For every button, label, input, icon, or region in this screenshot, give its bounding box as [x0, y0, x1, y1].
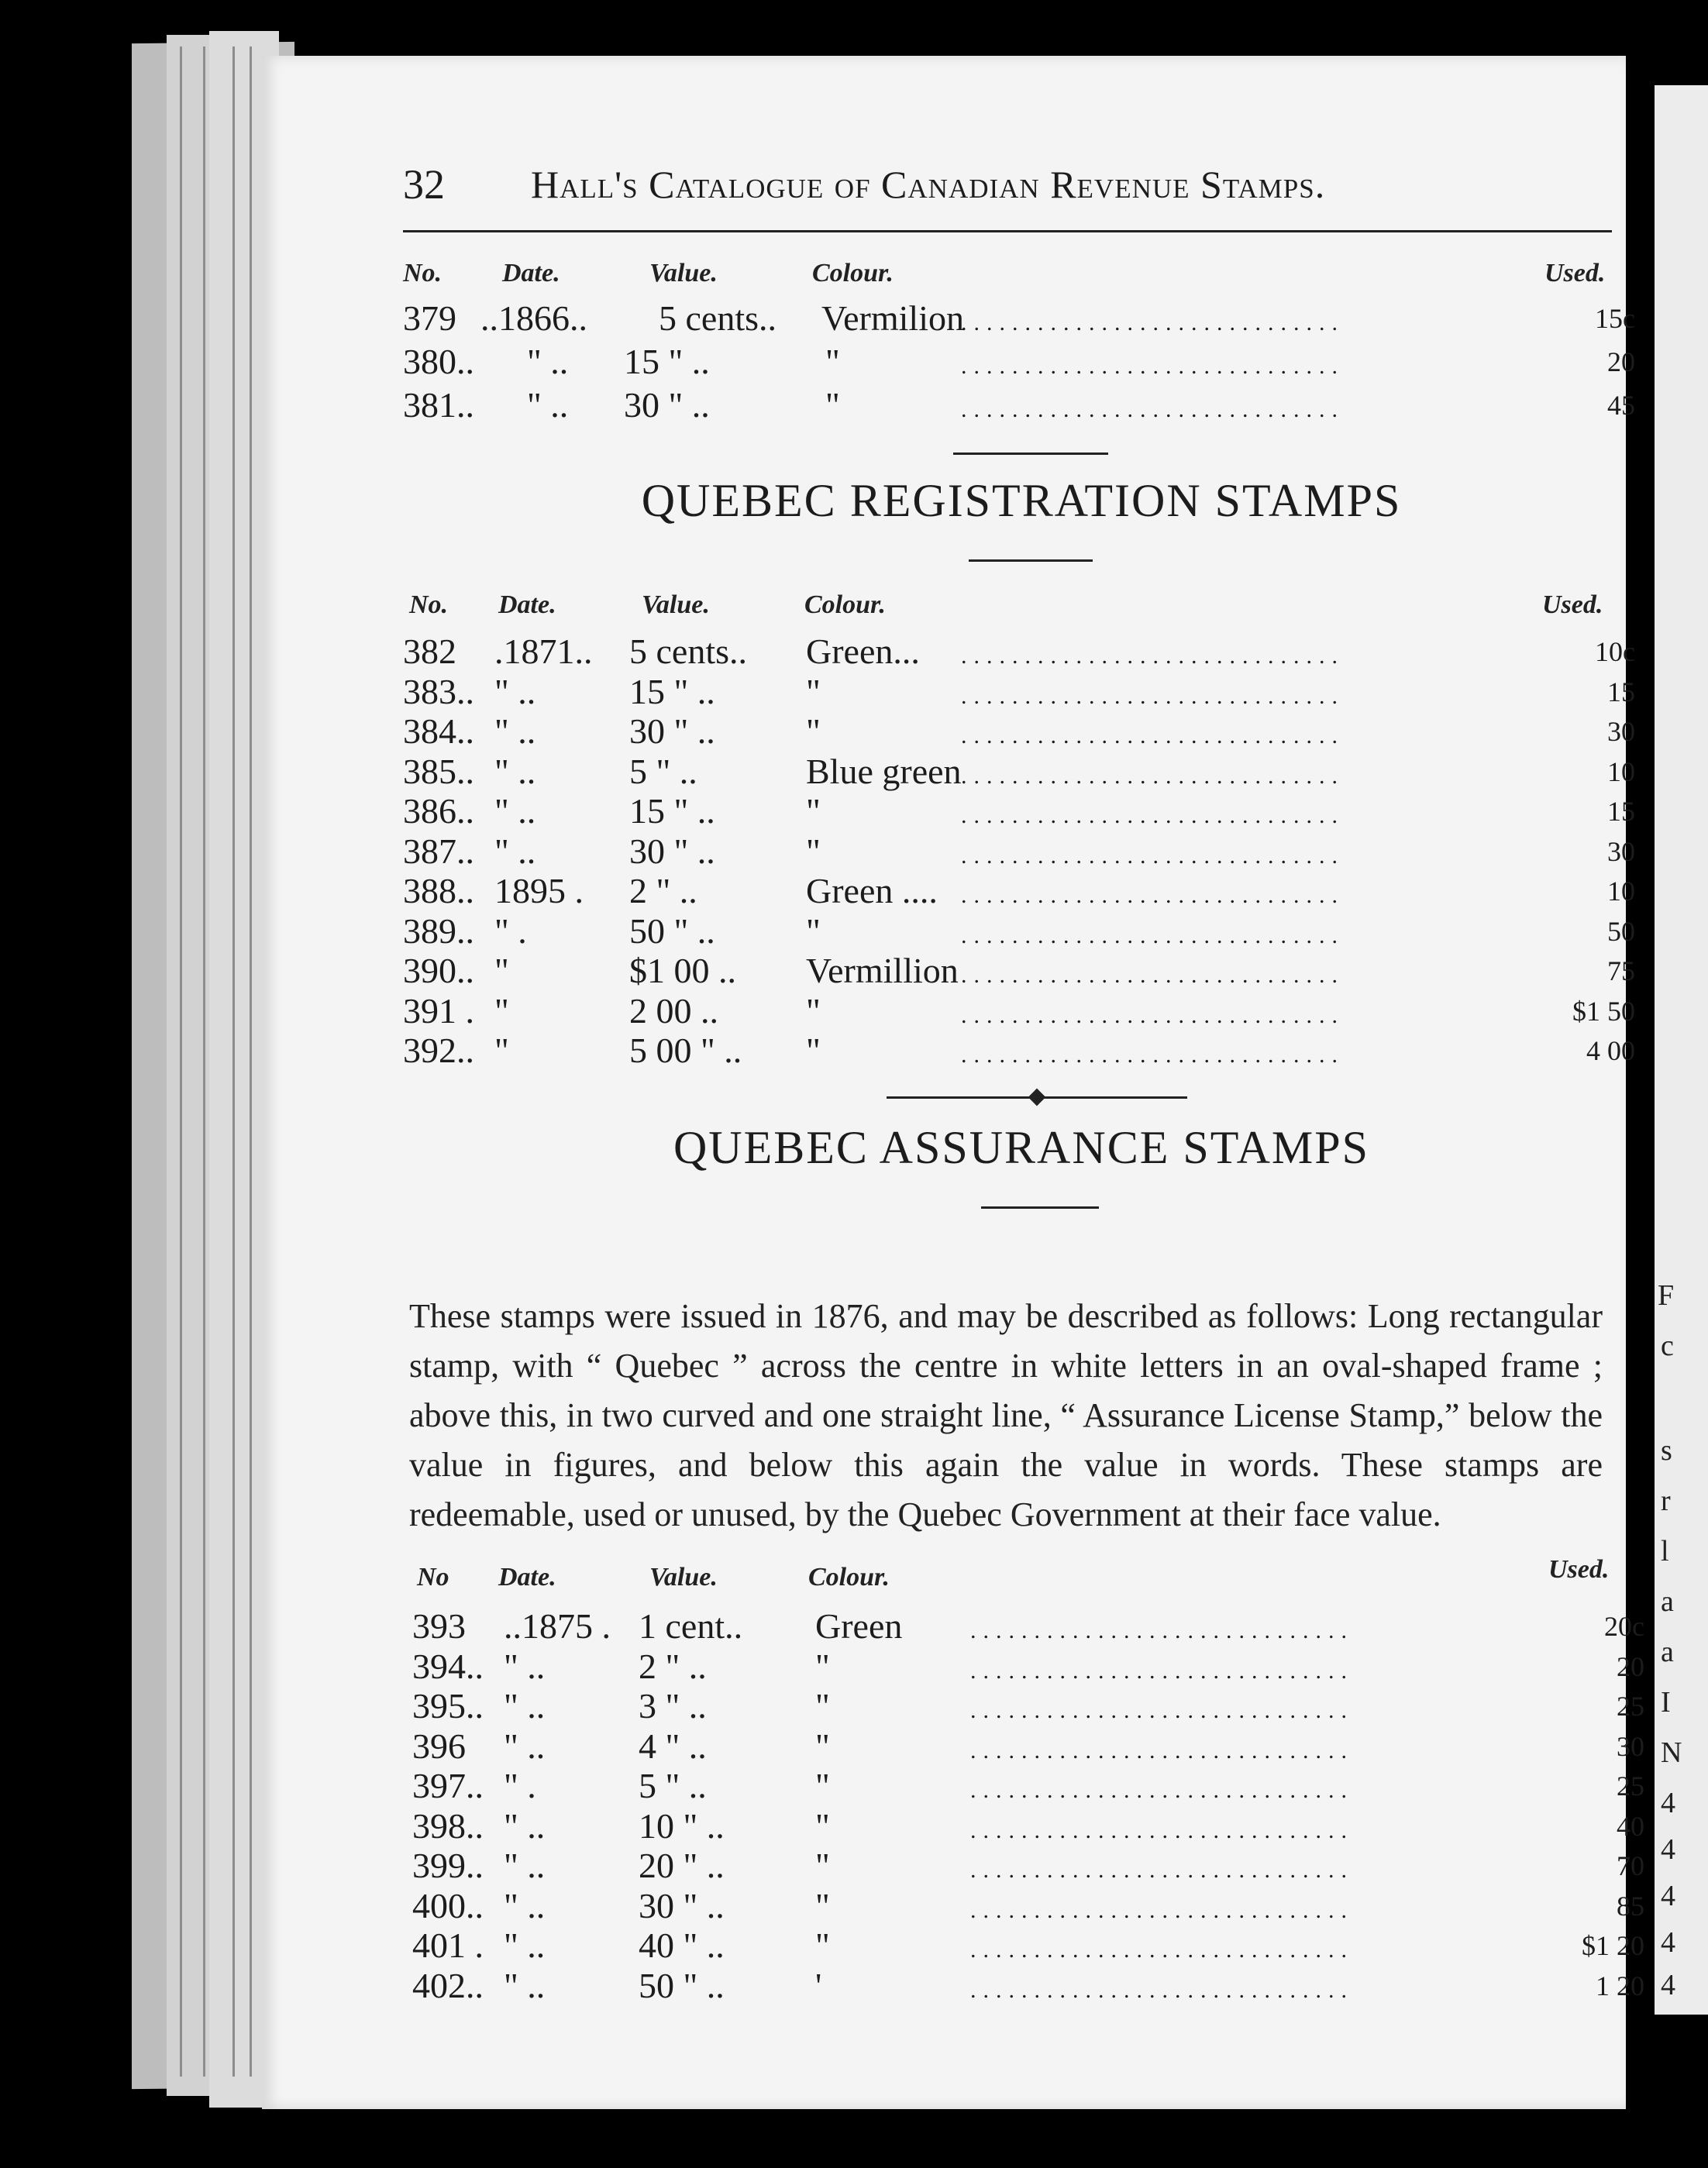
stamp-used-price: 15c — [1595, 303, 1635, 334]
table-row — [412, 1965, 1644, 2008]
stamp-used-price: 50 — [1607, 915, 1635, 947]
stamp-date: .1871.. — [494, 631, 593, 671]
stamp-date: ..1875 . — [504, 1606, 611, 1646]
stamp-value: 1 cent.. — [639, 1606, 743, 1646]
stamp-date: " — [494, 990, 509, 1031]
stamp-value: 10 " .. — [639, 1805, 725, 1846]
stamp-number: 379 — [403, 298, 456, 338]
leader-dots: .............................. — [970, 1817, 1354, 1843]
leader-dots: .............................. — [970, 1657, 1354, 1684]
column-header-used: Used. — [1544, 259, 1606, 287]
stamp-colour: Green .... — [806, 871, 938, 910]
adjacent-page-fragment: F — [1658, 1279, 1675, 1312]
leader-dots: .............................. — [970, 1937, 1354, 1963]
ornament-diamond-icon — [1028, 1089, 1046, 1106]
stamp-used-price: 75 — [1607, 955, 1635, 986]
stamp-colour: Green — [815, 1606, 903, 1646]
column-header-used: Used. — [1548, 1555, 1610, 1584]
leader-dots: .............................. — [970, 1857, 1354, 1883]
stamp-used-price: 15 — [1607, 676, 1635, 707]
column-header-value: Value. — [649, 259, 718, 287]
page-number: 32 — [403, 161, 445, 208]
stamp-number: 382 — [403, 631, 456, 671]
leader-dots: .............................. — [961, 922, 1345, 948]
stamp-used-price: 4 00 — [1586, 1035, 1635, 1066]
stamp-value: 5 " .. — [639, 1766, 707, 1805]
stamp-number: 399.. — [412, 1846, 484, 1885]
stamp-used-price: 30 — [1607, 716, 1635, 747]
leader-dots: .............................. — [961, 803, 1345, 828]
stamp-date: " — [494, 951, 509, 990]
leader-dots: .............................. — [970, 1737, 1354, 1764]
adjacent-page-fragment: N — [1661, 1736, 1682, 1769]
table-row — [412, 1646, 1644, 1689]
stamp-date: " .. — [494, 831, 536, 871]
stamp-colour: Green... — [806, 631, 920, 671]
running-head — [403, 160, 1612, 232]
stamp-value: 15 " .. — [629, 791, 715, 831]
stamp-value: 40 " .. — [639, 1925, 725, 1965]
column-header-date: Date. — [498, 1563, 556, 1592]
leader-dots: .............................. — [961, 643, 1345, 669]
table-row — [403, 298, 1635, 341]
stamp-used-price: 10c — [1595, 636, 1635, 667]
leader-dots: .............................. — [961, 762, 1345, 789]
adjacent-page-fragment: 4 — [1661, 1787, 1675, 1819]
stamp-value: 30 " .. — [624, 385, 710, 425]
stamp-number: 388.. — [403, 871, 474, 910]
section-title-assurance: QUEBEC ASSURANCE STAMPS — [673, 1122, 1370, 1173]
stamp-colour: " — [806, 791, 821, 831]
stamp-colour: " — [806, 1031, 821, 1070]
table-row — [403, 671, 1635, 714]
stamp-used-price: 85 — [1617, 1890, 1644, 1922]
leader-dots: .............................. — [961, 842, 1345, 869]
leader-dots: .............................. — [970, 1698, 1354, 1723]
table-row — [412, 1765, 1644, 1808]
leader-dots: .............................. — [961, 1002, 1345, 1028]
stamp-number: 395.. — [412, 1686, 484, 1726]
stamp-number: 390.. — [403, 951, 474, 990]
table-row — [412, 1925, 1644, 1968]
page-edge-line — [203, 46, 205, 2077]
table-row — [403, 910, 1635, 954]
table-row — [403, 950, 1635, 993]
leader-dots: .............................. — [961, 353, 1345, 379]
adjacent-page-fragment: 4 — [1661, 1926, 1675, 1959]
leader-dots: .............................. — [961, 310, 1345, 336]
leader-dots: .............................. — [961, 883, 1345, 908]
leader-dots: .............................. — [961, 723, 1345, 748]
stamp-value: 30 " .. — [629, 831, 715, 871]
stamp-colour: " — [806, 711, 821, 751]
stamp-date: " . — [494, 910, 527, 951]
stamp-number: 402.. — [412, 1965, 484, 2005]
table-row — [412, 1845, 1644, 1888]
page-edge-line — [250, 46, 252, 2077]
table-row — [403, 870, 1635, 914]
adjacent-page-fragment: 4 — [1661, 1969, 1675, 2001]
leader-dots: .............................. — [961, 397, 1345, 422]
stamp-used-price: 45 — [1607, 390, 1635, 421]
leader-dots: .............................. — [961, 962, 1345, 988]
stamp-number: 385.. — [403, 751, 474, 791]
table-row — [403, 711, 1635, 754]
catalogue-page — [262, 56, 1644, 2109]
stamp-used-price: 10 — [1607, 876, 1635, 907]
stamp-number: 389.. — [403, 910, 474, 951]
stamp-number: 401 . — [412, 1925, 484, 1965]
stamp-colour: " — [815, 1766, 830, 1805]
stamp-used-price: 15 — [1607, 796, 1635, 827]
leader-dots: .............................. — [970, 1897, 1354, 1923]
leader-dots: .............................. — [961, 683, 1345, 709]
stamp-colour: ' — [815, 1965, 822, 2005]
table-row — [403, 1030, 1635, 1073]
table-row — [403, 631, 1635, 674]
stamp-colour: Blue green — [806, 751, 962, 791]
stamp-date: " .. — [494, 711, 536, 751]
stamp-number: 397.. — [412, 1766, 484, 1805]
leader-dots: .............................. — [961, 1042, 1345, 1068]
leader-dots: .............................. — [970, 1977, 1354, 2003]
column-header-value: Value. — [642, 590, 710, 619]
stamp-value: 15 " .. — [629, 671, 715, 711]
stamp-colour: " — [815, 1805, 830, 1846]
column-header-no: No. — [403, 259, 442, 287]
stamp-date: " .. — [504, 1646, 546, 1686]
stamp-used-price: 25 — [1617, 1771, 1644, 1802]
stamp-value: 50 " .. — [629, 910, 715, 951]
stamp-number: 398.. — [412, 1805, 484, 1846]
adjacent-page-fragment: a — [1661, 1636, 1674, 1668]
stamp-colour: " — [815, 1646, 830, 1686]
stamp-date: " .. — [504, 1885, 546, 1925]
title-underline — [981, 1206, 1099, 1209]
page-edge-line — [232, 46, 235, 2077]
stamp-used-price: 20c — [1604, 1611, 1644, 1642]
stamp-value: 5 cents.. — [659, 298, 777, 338]
page-edge-line — [180, 46, 182, 2077]
table-row — [412, 1685, 1644, 1729]
stamp-used-price: 20 — [1617, 1650, 1644, 1682]
table-row — [403, 790, 1635, 834]
stamp-number: 381.. — [403, 385, 474, 425]
stamp-used-price: 40 — [1617, 1810, 1644, 1842]
stamp-value: 50 " .. — [639, 1965, 725, 2005]
adjacent-page-fragment: s — [1661, 1434, 1672, 1467]
stamp-date: ..1866.. — [480, 298, 587, 338]
adjacent-page-fragment: r — [1661, 1485, 1671, 1517]
column-header-no: No. — [409, 590, 449, 619]
stamp-number: 383.. — [403, 671, 474, 711]
adjacent-page-fragment: I — [1661, 1686, 1671, 1719]
column-header-used: Used. — [1542, 590, 1603, 619]
stamp-used-price: 30 — [1617, 1730, 1644, 1762]
stamp-number: 400.. — [412, 1885, 484, 1925]
adjacent-page-fragment: c — [1661, 1330, 1674, 1362]
stamp-date: " . — [504, 1766, 536, 1805]
stamp-colour: " — [806, 831, 821, 871]
stamp-used-price: 20 — [1607, 346, 1635, 377]
stamp-colour: " — [815, 1686, 830, 1726]
stamp-date: 1895 . — [494, 871, 584, 910]
stamp-date: " .. — [504, 1805, 546, 1846]
stamp-number: 393 — [412, 1606, 466, 1646]
stamp-used-price: $1 50 — [1572, 995, 1635, 1027]
stamp-used-price: $1 20 — [1582, 1930, 1644, 1961]
stamp-colour: " — [815, 1925, 830, 1965]
table-row — [412, 1885, 1644, 1929]
table-row — [403, 990, 1635, 1034]
stamp-date: " .. — [527, 342, 569, 381]
stamp-colour: " — [815, 1846, 830, 1885]
stamp-value: 2 " .. — [629, 871, 697, 910]
table-row — [403, 341, 1635, 384]
stamp-value: 3 " .. — [639, 1686, 707, 1726]
stamp-value: 15 " .. — [624, 342, 710, 381]
adjacent-page — [1655, 85, 1708, 2015]
adjacent-page-fragment: a — [1661, 1585, 1674, 1618]
column-header-colour: Colour. — [804, 590, 886, 619]
stamp-date: " .. — [504, 1726, 546, 1766]
stamp-value: 5 cents.. — [629, 631, 748, 671]
stamp-value: 2 " .. — [639, 1646, 707, 1686]
adjacent-page-fragment: 4 — [1661, 1833, 1675, 1866]
column-header-date: Date. — [498, 590, 556, 619]
stamp-number: 386.. — [403, 791, 474, 831]
stamp-date: " .. — [504, 1846, 546, 1885]
stamp-number: 396 — [412, 1726, 466, 1766]
column-header-value: Value. — [649, 1563, 718, 1592]
column-header-colour: Colour. — [808, 1563, 890, 1592]
stamp-number: 394.. — [412, 1646, 484, 1686]
stamp-date: " .. — [494, 671, 536, 711]
stamp-colour: " — [806, 990, 821, 1031]
stamp-date: " .. — [494, 791, 536, 831]
stamp-colour: Vermillion — [806, 951, 959, 990]
stamp-used-price: 25 — [1617, 1691, 1644, 1722]
stamp-number: 391 . — [403, 990, 474, 1031]
column-header-colour: Colour. — [812, 259, 894, 287]
stamp-date: " .. — [504, 1965, 546, 2005]
adjacent-page-fragment: 4 — [1661, 1880, 1675, 1912]
leader-dots: .............................. — [970, 1618, 1354, 1643]
stamp-value: 5 00 " .. — [629, 1031, 742, 1070]
adjacent-page-fragment: l — [1661, 1535, 1669, 1567]
table-row — [403, 384, 1635, 428]
title-underline — [969, 559, 1093, 562]
stamp-used-price: 30 — [1607, 835, 1635, 867]
stamp-colour: " — [806, 910, 821, 951]
stamp-value: 20 " .. — [639, 1846, 725, 1885]
stamp-value: 5 " .. — [629, 751, 697, 791]
stamp-number: 380.. — [403, 342, 474, 381]
stamp-value: 30 " .. — [629, 711, 715, 751]
stamp-value: 30 " .. — [639, 1885, 725, 1925]
stamp-value: $1 00 .. — [629, 951, 736, 990]
stamp-value: 2 00 .. — [629, 990, 718, 1031]
stamp-number: 384.. — [403, 711, 474, 751]
stamp-colour: Vermilion — [821, 298, 964, 338]
stamp-date: " — [494, 1031, 509, 1070]
stamp-date: " .. — [504, 1686, 546, 1726]
stamp-number: 387.. — [403, 831, 474, 871]
stamp-date: " .. — [527, 385, 569, 425]
book-title: Hall's Catalogue of Canadian Revenue Stamps. — [531, 163, 1326, 206]
section-divider — [953, 453, 1108, 455]
leader-dots: .............................. — [970, 1777, 1354, 1803]
table-row — [412, 1726, 1644, 1769]
table-row — [403, 751, 1635, 794]
stamp-colour: " — [815, 1726, 830, 1766]
stamp-number: 392.. — [403, 1031, 474, 1070]
stamp-date: " .. — [504, 1925, 546, 1965]
stamp-used-price: 1 20 — [1596, 1970, 1644, 2001]
table-row — [403, 831, 1635, 874]
stamp-colour: " — [806, 671, 821, 711]
stamp-colour: " — [825, 385, 840, 425]
stamp-used-price: 10 — [1607, 755, 1635, 787]
description-paragraph: These stamps were issued in 1876, and may be described as follows: Long rectangular stamp, with “ Quebec ” across the centre in white letters in an oval-shaped frame ; above this, in two curved and one straight line, “ Assurance License Stamp,” below the value in figures, and below this again the value in words. These stamps are redeemable, used or unused, by the Quebec Government at their face value. — [409, 1297, 1603, 1533]
table-row — [412, 1805, 1644, 1849]
column-header-no: No — [417, 1563, 449, 1592]
stamp-date: " .. — [494, 751, 536, 791]
stamp-value: 4 " .. — [639, 1726, 707, 1766]
column-header-date: Date. — [502, 259, 560, 287]
stamp-colour: " — [815, 1885, 830, 1925]
table-row — [412, 1605, 1644, 1649]
stamp-used-price: 70 — [1617, 1850, 1644, 1881]
stamp-colour: " — [825, 342, 840, 381]
section-title-registration: QUEBEC REGISTRATION STAMPS — [641, 475, 1402, 526]
